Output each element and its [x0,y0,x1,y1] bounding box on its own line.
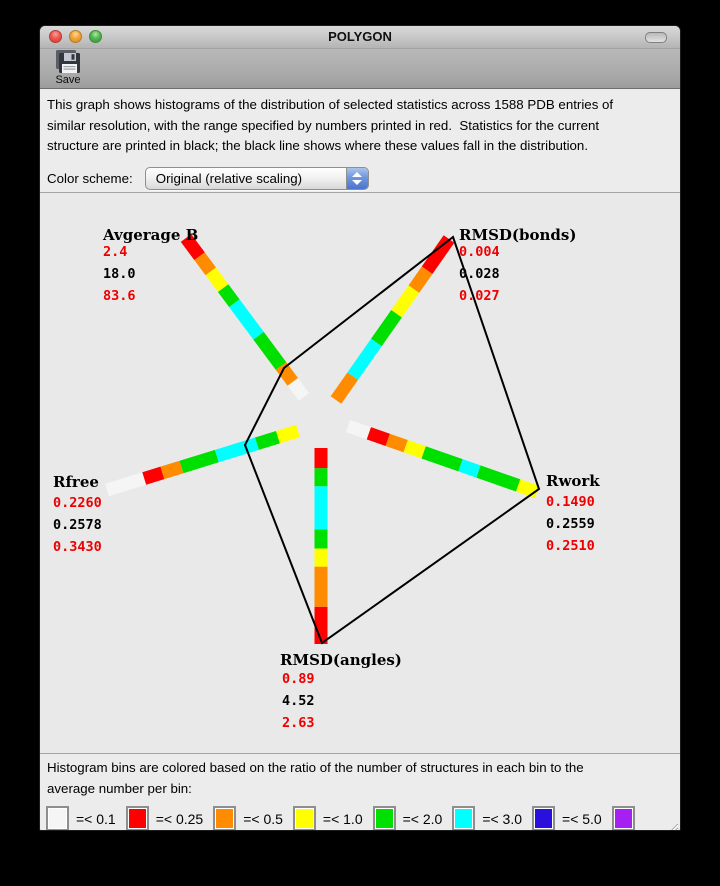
legend-swatch-green [373,806,396,831]
axis-value-max: 0.027 [459,288,500,304]
axis-label: Avgerage B [103,226,199,244]
legend-swatch-blue [532,806,555,831]
legend-swatch-red [126,806,149,831]
legend-label: =< 0.25 [155,810,204,827]
axis-value-current: 0.2559 [546,516,595,532]
axis-value-current: 0.2578 [53,517,102,533]
color-scheme-popup[interactable] [145,167,369,190]
legend-panel [40,753,680,831]
axis-value-min: 0.89 [282,671,315,687]
description-line-2: similar resolution, with the range specified by numbers printed in red. Statistics for the current [47,117,600,133]
legend-caption-line-1: Histogram bins are colored based on the ratio of the number of structures in each bin to the [47,760,584,775]
axis-label: RMSD(angles) [280,651,402,669]
toolbar-toggle-button[interactable] [645,32,667,43]
polygon-window [39,25,681,831]
save-button-label: Save [55,74,81,86]
axis-label: Rfree [53,473,99,491]
legend-item [452,806,522,831]
legend-swatch-purple [612,806,635,831]
legend-item [293,806,363,831]
color-scheme-row [47,166,369,190]
legend-item [532,806,602,831]
legend-swatch-orange [213,806,236,831]
axis-value-current: 18.0 [103,266,136,282]
description-panel [40,95,680,193]
popup-stepper-icon [346,168,368,189]
legend-label: =< 2.0 [402,810,443,827]
legend-swatch-white [46,806,69,831]
resize-grip[interactable] [662,820,679,831]
axis-label: RMSD(bonds) [459,226,577,244]
axis-value-min: 0.2260 [53,495,102,511]
legend-item [213,806,283,831]
axis-value-min: 0.004 [459,244,500,260]
save-button[interactable] [48,50,88,86]
legend-item [373,806,443,831]
axis-value-current: 0.028 [459,266,500,282]
legend-item [46,806,116,831]
legend-item [612,806,635,831]
description-line-1: This graph shows histograms of the distribution of selected statistics across 1588 PDB entries of [47,97,614,112]
axis-value-max: 0.3430 [53,539,102,555]
axis-label: Rwork [546,472,600,490]
legend-item [126,806,204,831]
legend-swatch-yellow [293,806,316,831]
axis-value-max: 83.6 [103,288,136,304]
color-scheme-label: Color scheme: [47,170,133,186]
axis-value-min: 0.1490 [546,494,595,510]
polygon-plot-panel [40,193,680,753]
axis-value-current: 4.52 [282,693,315,709]
legend-label: =< 0.1 [76,810,116,827]
legend-row [46,806,645,831]
legend-swatch-cyan [452,806,475,831]
legend-caption-line-2: average number per bin: [47,780,192,796]
toolbar [40,49,680,89]
axis-value-max: 0.2510 [546,538,595,554]
description-line-3: structure are printed in black; the black line shows where these values fall in the distribution. [47,138,589,153]
legend-label: =< 0.5 [243,810,283,827]
legend-label: =< 5.0 [562,810,602,827]
color-scheme-selected-value: Original (relative scaling) [155,170,303,186]
window-title: POLYGON [328,29,392,44]
legend-label: =< 3.0 [482,810,523,827]
legend-label: =< 1.0 [322,810,363,827]
floppy-disk-icon [55,50,81,74]
titlebar[interactable] [40,26,680,49]
axis-labels-layer [40,193,680,753]
axis-value-max: 2.63 [282,715,315,731]
axis-value-min: 2.4 [103,244,128,260]
